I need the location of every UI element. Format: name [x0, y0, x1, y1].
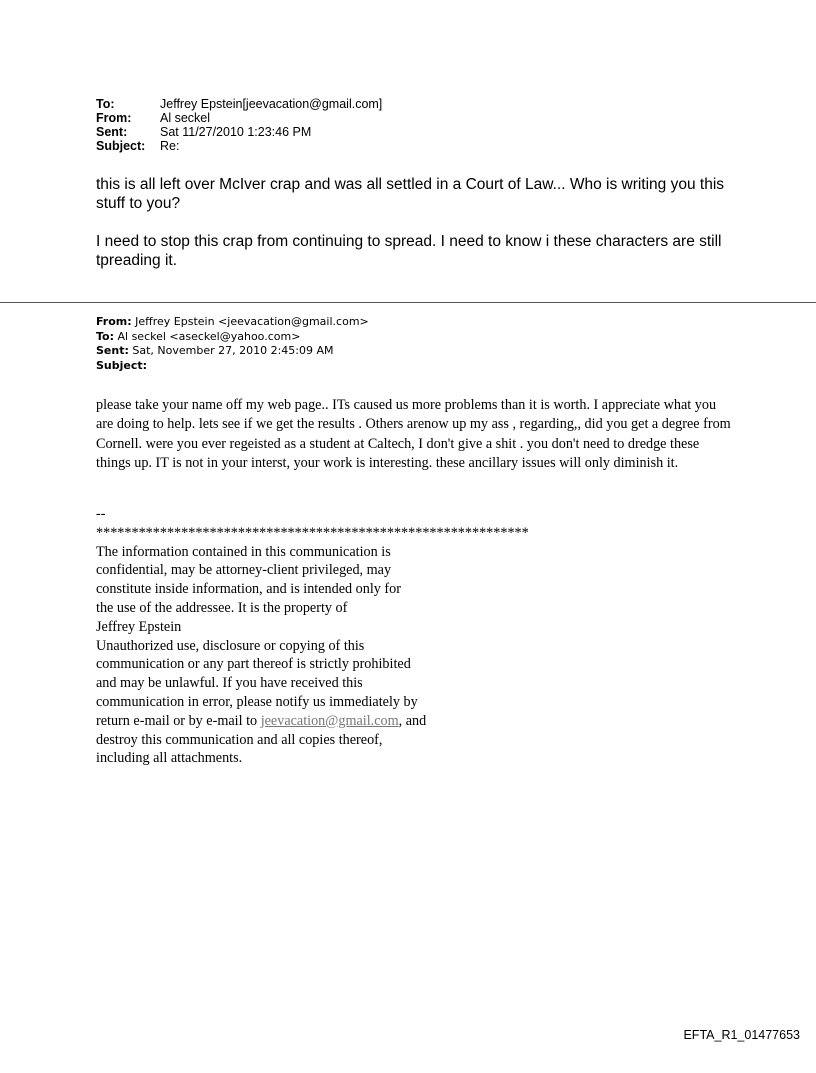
signature-stars: ************************************************************* — [96, 524, 529, 541]
confidentiality-signature — [96, 505, 656, 768]
reply-paragraph-2: I need to stop this crap from continuing to spread. I need to know i these characters are still tpreading it. — [96, 233, 722, 269]
original-from-label: From: — [96, 315, 132, 328]
signature-line: destroy this communication and all copies thereof, — [96, 731, 383, 748]
signature-line: The information contained in this communication is — [96, 543, 391, 560]
signature-line: communication in error, please notify us immediately by — [96, 693, 418, 710]
reply-paragraph-1: this is all left over McIver crap and was all settled in a Court of Law... Who is writing you this stuff to you? — [96, 176, 725, 212]
sent-label: Sent: — [96, 125, 128, 139]
reply-header — [96, 97, 382, 153]
signature-line: confidential, may be attorney-client privileged, may — [96, 562, 392, 579]
signature-line: constitute inside information, and is intended only for — [96, 581, 401, 598]
return-suffix: , and — [398, 712, 427, 729]
to-label: To: — [96, 97, 115, 111]
sent-value: Sat 11/27/2010 1:23:46 PM — [160, 125, 312, 139]
original-sent-row — [96, 344, 369, 359]
original-body — [96, 396, 736, 473]
original-to-value: Al seckel <aseckel@yahoo.com> — [117, 329, 301, 343]
original-sent-value: Sat, November 27, 2010 2:45:09 AM — [132, 344, 334, 357]
original-header — [96, 315, 369, 373]
original-subject-row — [96, 359, 369, 374]
reply-subject-row — [96, 139, 382, 153]
subject-label: Subject: — [96, 139, 146, 153]
subject-value: Re: — [160, 139, 180, 153]
original-subject-label: Subject: — [96, 358, 148, 372]
signature-line: Jeffrey Epstein — [96, 618, 182, 635]
message-divider — [0, 302, 816, 303]
reply-from-row — [96, 111, 382, 125]
reply-body — [96, 175, 756, 289]
original-to-label: To: — [96, 329, 114, 343]
original-from-value: Jeffrey Epstein <jeevacation@gmail.com> — [135, 315, 369, 328]
to-value: Jeffrey Epstein[jeevacation@gmail.com] — [160, 97, 383, 111]
from-label: From: — [96, 111, 132, 125]
signature-line: communication or any part thereof is strictly prohibited — [96, 656, 411, 673]
document-id: EFTA_R1_01477653 — [683, 1028, 800, 1042]
signature-line: Unauthorized use, disclosure or copying of this — [96, 637, 365, 654]
original-body-text: please take your name off my web page.. ITs caused us more problems than it is worth. I appreciate what you are doing to help. lets see if we get the results . Others arenow up my ass , regarding,, did you get a degree from Cornell. were you ever regeisted as a student at Caltech, I don't give a shit . you don't need to dredge these things up. IT is not in your interst, your work is interesting. these ancillary issues will only diminish it. — [96, 397, 731, 471]
signature-line: including all attachments. — [96, 750, 243, 767]
signature-line: the use of the addressee. It is the property of — [96, 599, 348, 616]
original-sent-label: Sent: — [96, 344, 129, 357]
original-from-row — [96, 315, 369, 330]
return-prefix: return e-mail or by e-mail to — [96, 712, 261, 729]
email-link[interactable]: jeevacation@gmail.com — [260, 712, 399, 729]
reply-to-row — [96, 97, 382, 111]
original-to-row — [96, 330, 369, 345]
reply-sent-row — [96, 125, 382, 139]
from-value: Al seckel — [160, 111, 211, 125]
signature-dashes: -- — [96, 506, 106, 522]
signature-return-line — [96, 712, 656, 731]
signature-line: and may be unlawful. If you have received this — [96, 675, 363, 692]
